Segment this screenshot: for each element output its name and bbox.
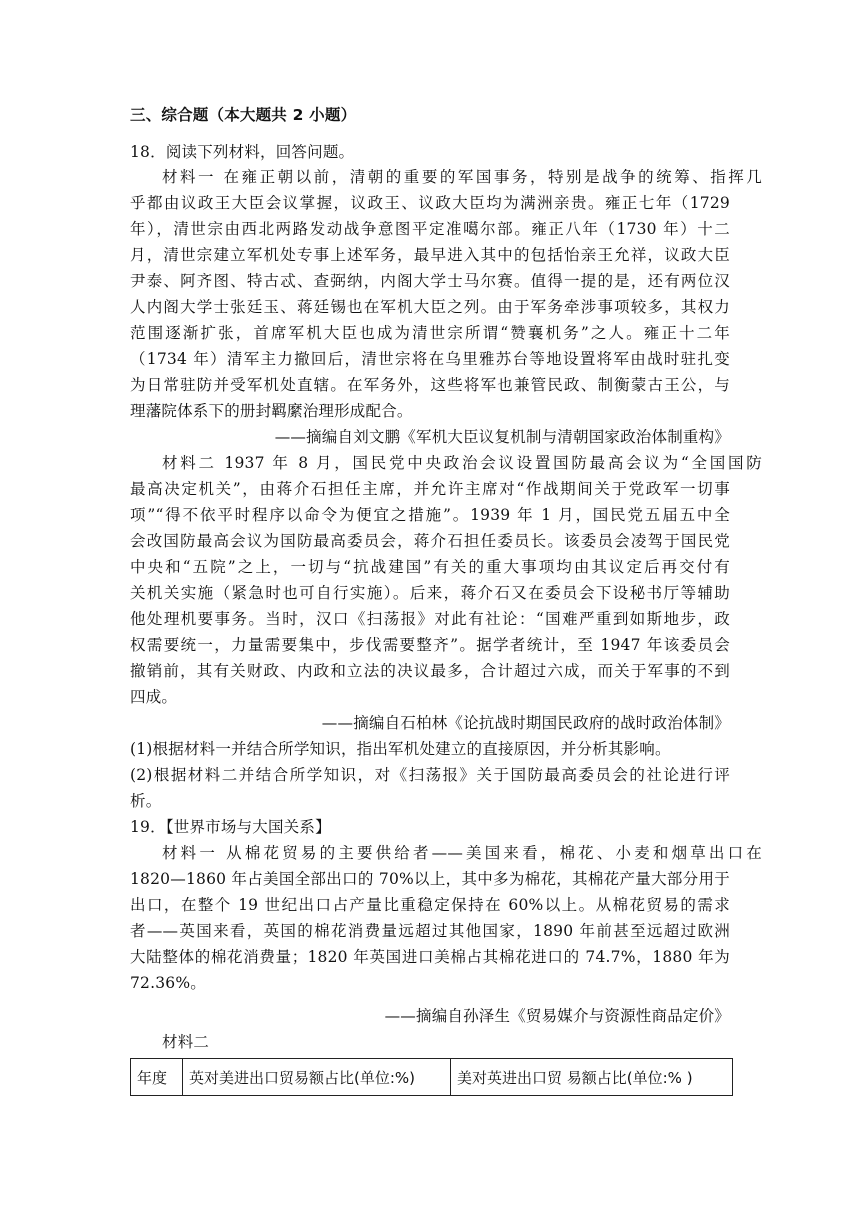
q18-question-2: (2)根据材料二并结合所学知识，对《扫荡报》关于国防最高委员会的社论进行评 — [130, 766, 730, 784]
q19-m1-line: 材料一 从棉花贸易的主要供给者——美国来看，棉花、小麦和烟草出口在 — [162, 844, 762, 862]
table-header-row — [131, 1059, 733, 1096]
q18-m2-line: 他处理机要事务。当时，汉口《扫荡报》对此有社论：“国难严重到如斯地步，政 — [130, 610, 730, 628]
q19-m1-line: 1820—1860 年占美国全部出口的 70%以上，其中多为棉花，其棉花产量大部分用于 — [130, 870, 730, 888]
q18-stem: 18．阅读下列材料，回答问题。 — [130, 143, 355, 161]
q19-m2-label: 材料二 — [162, 1033, 210, 1051]
table-header-us-uk-share: 美对英进出口贸 易额占比(单位:% ) — [451, 1059, 733, 1096]
q18-m2-line: 项”“得不依平时程序以命令为便宜之措施”。1939 年 1 月，国民党五届五中全 — [130, 506, 730, 524]
q18-m1-line: 月，清世宗建立军机处专事上述军务，最早进入其中的包括怡亲王允祥，议政大臣 — [130, 246, 730, 264]
q19-m1-line: 大陆整体的棉花消费量；1820 年英国进口美棉占其棉花进口的 74.7%，1880 年为 — [130, 948, 730, 966]
q18-m1-line: 范围逐渐扩张，首席军机大臣也成为清世宗所谓“赞襄机务”之人。雍正十二年 — [130, 324, 730, 342]
q18-m2-line: 最高决定机关”，由蒋介石担任主席，并允许主席对“作战期间关于党政军一切事 — [130, 480, 730, 498]
q18-m2-line: 四成。 — [130, 688, 178, 706]
q18-m1-source: ——摘编自刘文鹏《军机大臣议复机制与清朝国家政治体制重构》 — [274, 428, 730, 446]
q18-m2-line: 关机关实施（紧急时也可自行实施）。后来，蒋介石又在委员会下设秘书厅等辅助 — [130, 584, 730, 602]
q18-m1-line: 人内阁大学士张廷玉、蒋廷锡也在军机大臣之列。由于军务牵涉事项较多，其权力 — [130, 298, 730, 316]
q18-question-2: 析。 — [130, 792, 162, 810]
q18-m1-line: 材料一 在雍正朝以前，清朝的重要的军国事务，特别是战争的统筹、指挥几 — [162, 168, 762, 186]
q18-m2-line: 中央和“五院”之上，一切与“抗战建国”有关的重大事项均由其议定后再交付有 — [130, 558, 730, 576]
trade-table — [130, 1058, 733, 1096]
q18-m1-line: （1734 年）清军主力撤回后，清世宗将在乌里雅苏台等地设置将军由战时驻扎变 — [130, 350, 730, 368]
q18-m1-line: 理藩院体系下的册封羁縻治理形成配合。 — [130, 402, 413, 420]
q18-m1-line: 乎都由议政王大臣会议掌握，议政王、议政大臣均为满洲亲贵。雍正七年（1729 — [130, 194, 730, 212]
table-header-uk-us-share: 英对美进出口贸易额占比(单位:%) — [183, 1059, 451, 1096]
q19-m1-line: 72.36%。 — [130, 974, 207, 992]
q18-m1-line: 为日常驻防并受军机处直辖。在军务外，这些将军也兼管民政、制衡蒙古王公，与 — [130, 376, 730, 394]
q18-m2-line: 撤销前，其有关财政、内政和立法的决议最多，合计超过六成，而关于军事的不到 — [130, 662, 730, 680]
q19-stem: 19．【世界市场与大国关系】 — [130, 818, 331, 836]
q18-question-1: (1)根据材料一并结合所学知识，指出军机处建立的直接原因，并分析其影响。 — [130, 740, 671, 758]
q19-m1-line: 者——英国来看，英国的棉花消费量远超过其他国家，1890 年前甚至远超过欧洲 — [130, 922, 730, 940]
q18-m2-source: ——摘编自石柏林《论抗战时期国民政府的战时政治体制》 — [321, 714, 730, 732]
section-title: 三、综合题（本大题共 2 小题） — [130, 106, 357, 124]
q19-m1-source: ——摘编自孙泽生《贸易媒介与资源性商品定价》 — [384, 1007, 730, 1025]
q18-m1-line: 尹泰、阿齐图、特古忒、查弼纳，内阁大学士马尔赛。值得一提的是，还有两位汉 — [130, 272, 730, 290]
q19-m1-line: 出口，在整个 19 世纪出口占产量比重稳定保持在 60%以上。从棉花贸易的需求 — [130, 896, 730, 914]
table-header-year: 年度 — [131, 1059, 183, 1096]
q18-m2-line: 材料二 1937 年 8 月，国民党中央政治会议设置国防最高会议为“全国国防 — [162, 454, 762, 472]
q18-m1-line: 年），清世宗由西北两路发动战争意图平定准噶尔部。雍正八年（1730 年）十二 — [130, 220, 730, 238]
q18-m2-line: 权需要统一，力量需要集中，步伐需要整齐”。据学者统计，至 1947 年该委员会 — [130, 636, 730, 654]
q18-m2-line: 会改国防最高会议为国防最高委员会，蒋介石担任委员长。该委员会凌驾于国民党 — [130, 532, 730, 550]
